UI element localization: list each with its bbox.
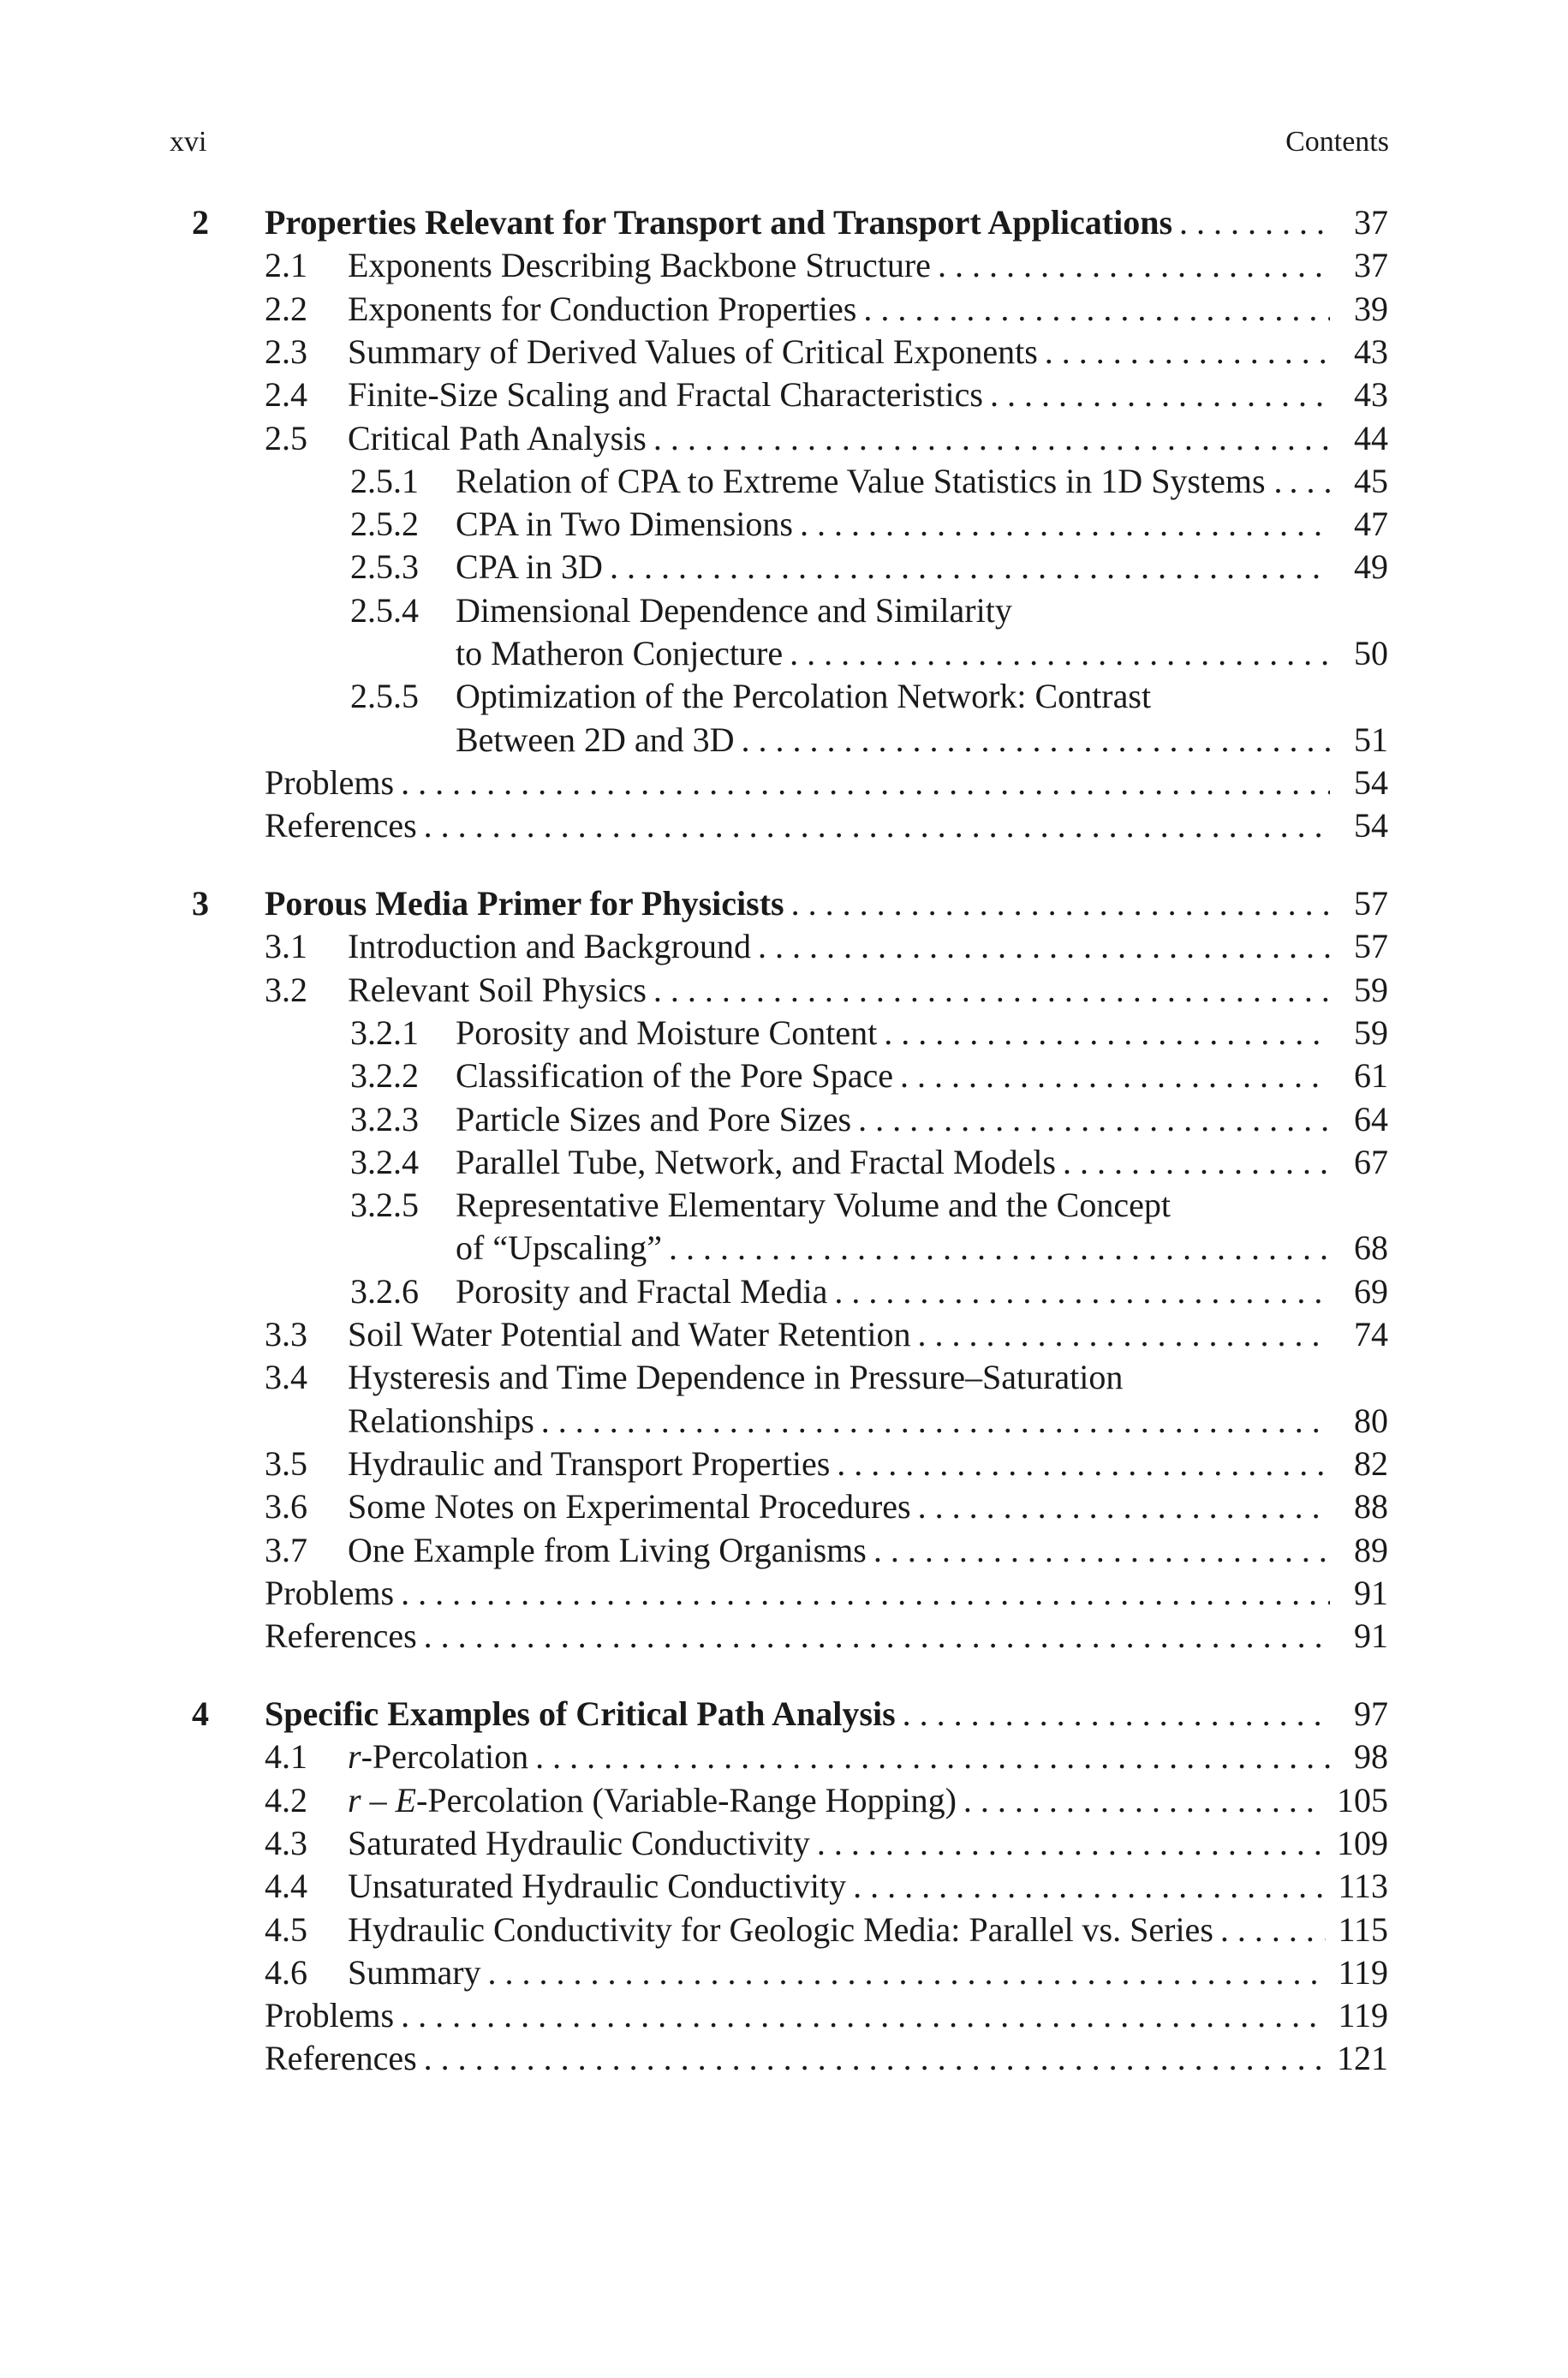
toc-entry-title: Exponents Describing Backbone Structure [348, 246, 931, 285]
toc-entry-number: 3.4 [265, 1358, 307, 1397]
toc-section-entry[interactable] [0, 969, 1568, 1012]
toc-entry-title: Soil Water Potential and Water Retention [348, 1315, 911, 1353]
toc-chapter-entry[interactable] [0, 882, 1568, 925]
toc-section-entry[interactable] [0, 460, 1568, 503]
toc-entry-title: Porosity and Fractal Media [456, 1271, 828, 1311]
toc-entry-title: Critical Path Analysis [348, 418, 647, 457]
dot-leader [653, 417, 1330, 460]
toc-page-number: 44 [1354, 418, 1388, 457]
dot-leader [884, 1012, 1330, 1055]
dot-leader [401, 1572, 1330, 1615]
toc-entry-number: 4.1 [265, 1737, 307, 1777]
toc-backmatter-entry[interactable] [0, 1572, 1568, 1615]
toc-entry-title: r-Percolation [348, 1737, 529, 1777]
toc-section-entry[interactable] [0, 244, 1568, 287]
toc-entry-number: 3.2 [265, 970, 307, 1009]
toc-section-entry[interactable] [0, 1270, 1568, 1313]
page-number: xvi [170, 126, 207, 158]
dot-leader [817, 1822, 1325, 1865]
toc-page-number: 59 [1354, 970, 1388, 1009]
toc-entry-title: Problems [265, 762, 395, 802]
toc-entry-title: Problems [265, 1573, 395, 1612]
toc-entry-number: 3 [192, 884, 209, 923]
toc-section-entry[interactable] [0, 1184, 1568, 1227]
toc-entry-number: 2.3 [265, 332, 307, 371]
dot-leader [863, 288, 1330, 331]
dot-leader [791, 882, 1330, 925]
dot-leader [918, 1485, 1330, 1528]
dot-leader [800, 503, 1330, 546]
toc-page-number: 105 [1337, 1780, 1388, 1819]
toc-entry-number: 4.5 [265, 1909, 307, 1949]
toc-entry-title: Finite-Size Scaling and Fractal Characteristics [348, 375, 983, 415]
toc-section-entry[interactable] [0, 288, 1568, 331]
toc-entry-number: 3.6 [265, 1487, 307, 1527]
toc-entry-title: Summary [348, 1952, 481, 1992]
toc-entry-title: Problems [265, 1996, 395, 2035]
toc-entry-title: Saturated Hydraulic Conductivity [348, 1823, 810, 1862]
toc-entry-number: 3.2.6 [350, 1271, 419, 1311]
toc-section-entry[interactable] [0, 1485, 1568, 1528]
toc-section-entry[interactable] [0, 719, 1568, 762]
toc-section-entry[interactable] [0, 1951, 1568, 1994]
toc-section-entry[interactable] [0, 675, 1568, 718]
toc-page-number: 115 [1338, 1909, 1388, 1949]
dot-leader [488, 1951, 1327, 1994]
toc-page-number: 91 [1354, 1616, 1388, 1656]
toc-entry-title: Relationships [348, 1401, 534, 1440]
toc-section-entry[interactable] [0, 1779, 1568, 1822]
toc-page-number: 74 [1354, 1315, 1388, 1353]
toc-page-number: 82 [1354, 1443, 1388, 1483]
toc-entry-number: 3.7 [265, 1530, 307, 1569]
dot-leader [1290, 460, 1330, 503]
toc-entry-number: 3.1 [265, 927, 307, 966]
toc-section-entry[interactable] [0, 1227, 1568, 1270]
toc-chapter-entry[interactable] [0, 1693, 1568, 1736]
toc-page-number: 69 [1354, 1271, 1388, 1311]
dot-leader [938, 244, 1330, 287]
toc-entry-title: Porosity and Moisture Content [456, 1013, 878, 1052]
toc-entry-title: Between 2D and 3D [456, 720, 735, 759]
toc-entry-number: 2 [192, 203, 209, 242]
toc-backmatter-entry[interactable] [0, 1615, 1568, 1658]
toc-section-entry[interactable] [0, 373, 1568, 416]
toc-entry-number: 4.4 [265, 1867, 307, 1906]
dot-leader [963, 1779, 1325, 1822]
dot-leader [741, 719, 1330, 762]
toc-page-number: 54 [1354, 762, 1388, 802]
toc-entry-title: Representative Elementary Volume and the Concept [456, 1186, 1171, 1225]
toc-entry-number: 3.3 [265, 1315, 307, 1353]
toc-section-entry[interactable] [0, 1098, 1568, 1141]
toc-entry-number: 3.2.4 [350, 1142, 419, 1181]
toc-page-number: 61 [1354, 1056, 1388, 1096]
toc-entry-title: to Matheron Conjecture [456, 634, 784, 672]
toc-entry-title: Relevant Soil Physics [348, 970, 647, 1009]
toc-entry-title: References [265, 806, 417, 845]
toc-section-entry[interactable] [0, 1736, 1568, 1778]
toc-section-entry[interactable] [0, 1313, 1568, 1356]
toc-section-entry[interactable] [0, 925, 1568, 968]
toc-section-entry[interactable] [0, 546, 1568, 589]
dot-leader [834, 1270, 1330, 1313]
toc-page-number: 57 [1354, 927, 1388, 966]
toc-entry-title: r – E-Percolation (Variable-Range Hopping) [348, 1780, 957, 1819]
toc-entry-title: Hydraulic and Transport Properties [348, 1443, 831, 1483]
toc-entry-title: Properties Relevant for Transport and Transport Applications [265, 203, 1173, 242]
toc-entry-number: 2.5.3 [350, 547, 419, 587]
dot-leader [541, 1400, 1330, 1443]
toc-entry-number: 2.5.1 [350, 461, 419, 500]
toc-section-entry[interactable] [0, 589, 1568, 632]
dot-leader [424, 804, 1330, 847]
toc-entry-number: 3.5 [265, 1443, 307, 1483]
toc-entry-title: Introduction and Background [348, 927, 751, 966]
toc-entry-title: References [265, 2039, 417, 2078]
toc-page-number: 119 [1338, 1996, 1388, 2035]
toc-entry-number: 4.2 [265, 1780, 307, 1819]
toc-entry-number: 3.2.5 [350, 1186, 419, 1225]
dot-leader [535, 1736, 1330, 1778]
dot-leader [858, 1098, 1330, 1141]
dot-leader [424, 1615, 1330, 1658]
dot-leader [758, 925, 1330, 968]
dot-leader [903, 1693, 1330, 1736]
running-title: Contents [1285, 126, 1389, 158]
toc-entry-title: CPA in 3D [456, 547, 603, 587]
toc-entry-title: Optimization of the Percolation Network: Contrast [456, 677, 1152, 716]
toc-page-number: 98 [1354, 1737, 1388, 1777]
dot-leader [401, 1994, 1326, 2037]
toc-page-number: 119 [1338, 1952, 1388, 1992]
toc-backmatter-entry[interactable] [0, 762, 1568, 804]
toc-entry-title: Hysteresis and Time Dependence in Pressure–Saturation [348, 1358, 1124, 1397]
toc-section-entry[interactable] [0, 331, 1568, 373]
toc-page-number: 68 [1354, 1228, 1388, 1268]
toc-entry-title: References [265, 1616, 417, 1656]
dot-leader [401, 762, 1330, 804]
dot-leader [1045, 331, 1330, 373]
dot-leader [990, 373, 1330, 416]
toc-entry-number: 2.5.5 [350, 677, 419, 716]
toc-entry-number: 4.6 [265, 1952, 307, 1992]
toc-entry-title: CPA in Two Dimensions [456, 505, 793, 544]
toc-entry-number: 2.2 [265, 289, 307, 328]
toc-entry-title: Relation of CPA to Extreme Value Statistics in 1D Systems . [456, 461, 1283, 500]
toc-page-number: 59 [1354, 1013, 1388, 1052]
toc-page-number: 47 [1354, 505, 1388, 544]
toc-page-number: 91 [1354, 1573, 1388, 1612]
toc-entry-number: 2.5.4 [350, 590, 419, 630]
toc-section-entry[interactable] [0, 1909, 1568, 1951]
toc-entry-number: 2.5 [265, 418, 307, 457]
toc-entry-title: Specific Examples of Critical Path Analysis [265, 1694, 896, 1733]
toc-page-number: 113 [1338, 1867, 1388, 1906]
toc-page-number: 64 [1354, 1099, 1388, 1138]
toc-entry-number: 3.2.3 [350, 1099, 419, 1138]
toc-entry-title: Parallel Tube, Network, and Fractal Models [456, 1142, 1056, 1181]
toc-entry-title: Summary of Derived Values of Critical Exponents [348, 332, 1038, 371]
toc-section-entry[interactable] [0, 1012, 1568, 1055]
toc-page-number: 39 [1354, 289, 1388, 328]
toc-entry-title: One Example from Living Organisms [348, 1530, 867, 1569]
toc-section-entry[interactable] [0, 1055, 1568, 1097]
dot-leader [610, 546, 1330, 589]
toc-entry-number: 2.1 [265, 246, 307, 285]
dot-leader [1220, 1909, 1327, 1951]
toc-section-entry[interactable] [0, 1443, 1568, 1485]
toc-entry-number: 3.2.2 [350, 1056, 419, 1096]
toc-chapter-entry[interactable] [0, 201, 1568, 244]
toc-page-number: 97 [1354, 1694, 1388, 1733]
toc-entry-number: 2.5.2 [350, 505, 419, 544]
dot-leader [790, 632, 1330, 675]
toc-page-number: 67 [1354, 1142, 1388, 1181]
toc-backmatter-entry[interactable] [0, 2037, 1568, 2080]
toc-section-entry[interactable] [0, 632, 1568, 675]
dot-leader [669, 1227, 1330, 1270]
toc-page-number: 121 [1337, 2039, 1388, 2078]
dot-leader [853, 1865, 1326, 1908]
toc-entry-title: Particle Sizes and Pore Sizes [456, 1099, 852, 1138]
toc-section-entry[interactable] [0, 1822, 1568, 1865]
dot-leader [918, 1313, 1331, 1356]
toc-section-entry[interactable] [0, 1529, 1568, 1572]
toc-page-number: 45 [1354, 461, 1388, 500]
toc-page-number: 109 [1337, 1823, 1388, 1862]
dot-leader [1179, 201, 1330, 244]
dot-leader [1063, 1141, 1330, 1184]
toc-entry-number: 3.2.1 [350, 1013, 419, 1052]
dot-leader [873, 1529, 1330, 1572]
toc-section-entry[interactable] [0, 1356, 1568, 1399]
toc-page-number: 54 [1354, 806, 1388, 845]
toc-page-number: 37 [1354, 203, 1388, 242]
toc-entry-title: Porous Media Primer for Physicists [265, 884, 784, 923]
dot-leader [837, 1443, 1330, 1485]
toc-page-number: 88 [1354, 1487, 1388, 1527]
toc-page-number: 50 [1354, 634, 1388, 672]
toc-section-entry[interactable] [0, 1400, 1568, 1443]
toc-entry-title: Classification of the Pore Space [456, 1056, 893, 1096]
dot-leader [900, 1055, 1330, 1097]
toc-entry-title: Hydraulic Conductivity for Geologic Media: Parallel vs. Series [348, 1909, 1213, 1949]
toc-page-number: 51 [1354, 720, 1388, 759]
toc-page-number: 80 [1354, 1401, 1388, 1440]
toc-section-entry[interactable] [0, 1865, 1568, 1908]
toc-entry-number: 4 [192, 1694, 209, 1733]
toc-entry-title: Dimensional Dependence and Similarity [456, 590, 1012, 630]
toc-page-number: 49 [1354, 547, 1388, 587]
toc-page-number: 37 [1354, 246, 1388, 285]
toc-entry-number: 2.4 [265, 375, 307, 415]
dot-leader [424, 2037, 1325, 2080]
toc-section-entry[interactable] [0, 1141, 1568, 1184]
toc-page-number: 89 [1354, 1530, 1388, 1569]
toc-backmatter-entry[interactable] [0, 1994, 1568, 2037]
toc-page-number: 43 [1354, 332, 1388, 371]
toc-section-entry[interactable] [0, 417, 1568, 460]
toc-page-number: 43 [1354, 375, 1388, 415]
toc-entry-title: Unsaturated Hydraulic Conductivity [348, 1867, 847, 1906]
toc-entry-title: of “Upscaling” [456, 1228, 663, 1268]
toc-section-entry[interactable] [0, 503, 1568, 546]
dot-leader [653, 969, 1330, 1012]
toc-entry-title: Some Notes on Experimental Procedures [348, 1487, 911, 1527]
toc-backmatter-entry[interactable] [0, 804, 1568, 847]
toc-entry-number: 4.3 [265, 1823, 307, 1862]
toc-page-number: 57 [1354, 884, 1388, 923]
toc-entry-title: Exponents for Conduction Properties [348, 289, 857, 328]
